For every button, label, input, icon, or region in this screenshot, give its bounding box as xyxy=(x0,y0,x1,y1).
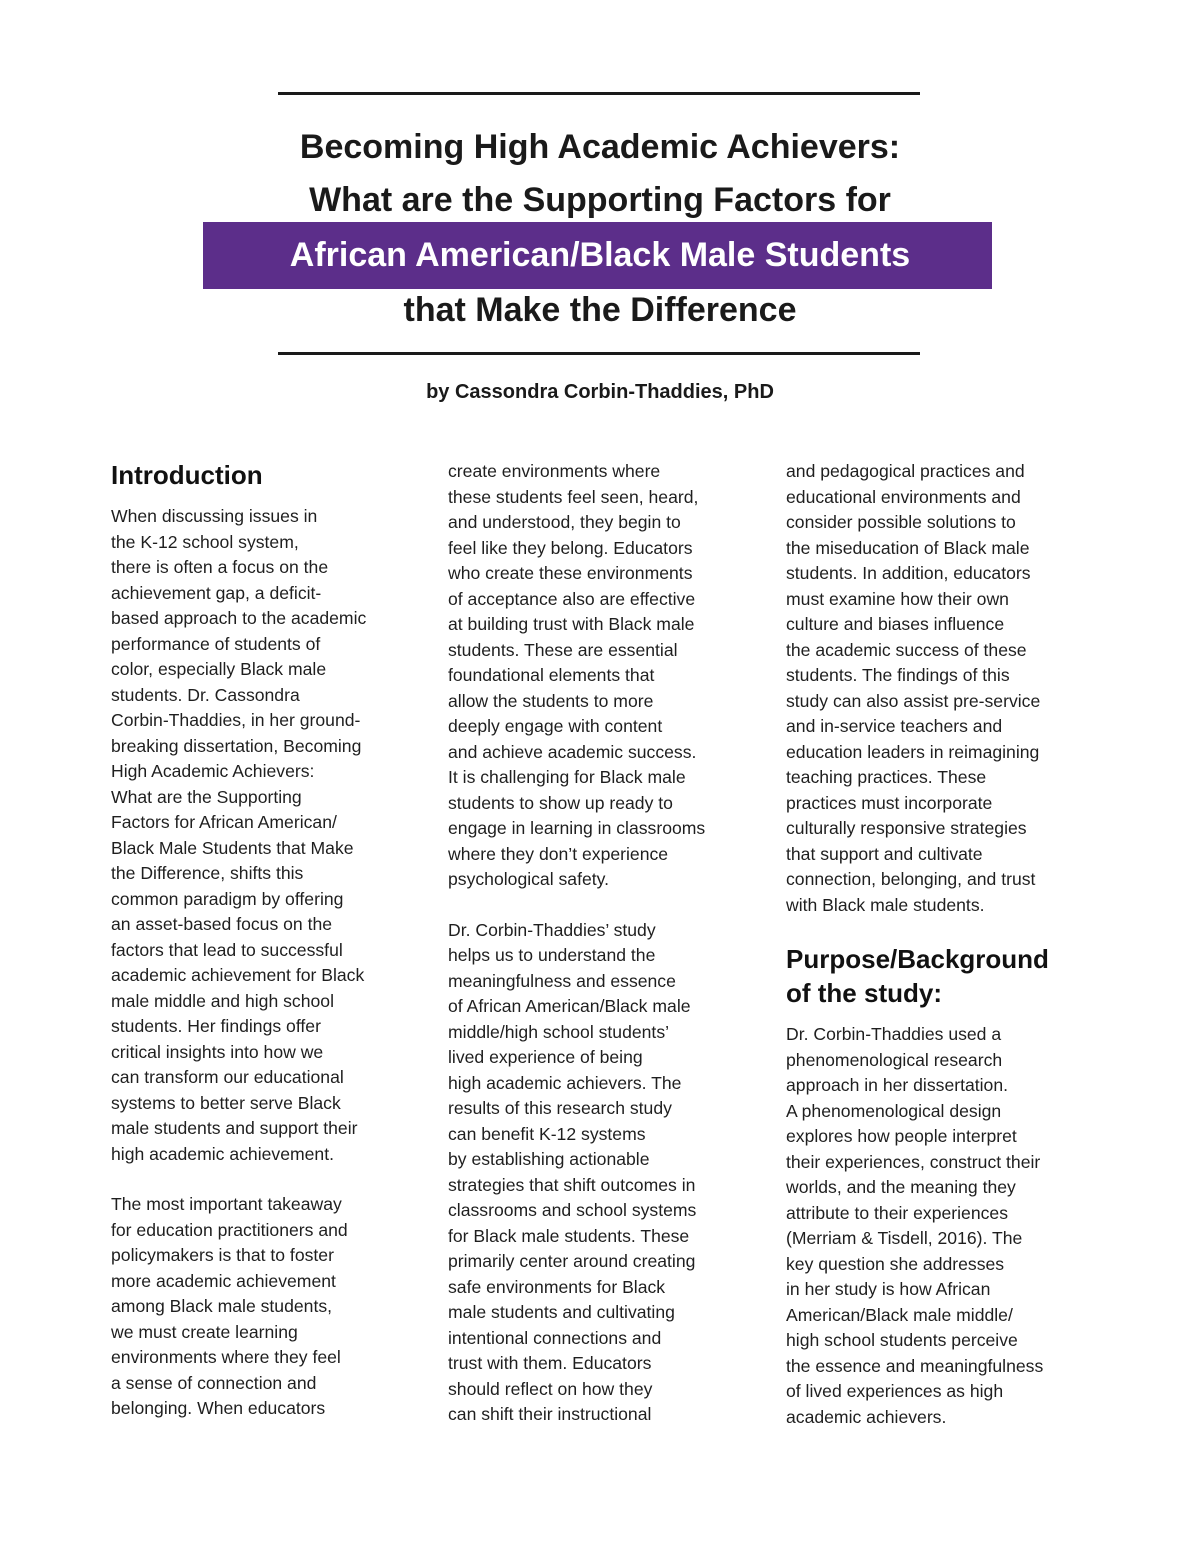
byline: by Cassondra Corbin-Thaddies, PhD xyxy=(426,381,774,403)
text-line: in her study is how African xyxy=(786,1279,991,1299)
title-line-3-highlight: African American/Black Male Students xyxy=(289,236,911,274)
text-line: by establishing actionable xyxy=(448,1149,650,1169)
text-line: meaningfulness and essence xyxy=(448,970,676,991)
text-line: the essence and meaningfulness xyxy=(786,1355,1044,1376)
text-line: male middle and high school xyxy=(111,990,334,1011)
paragraph xyxy=(448,459,768,893)
text-line: What are the Supporting xyxy=(111,786,302,807)
text-line: worlds, and the meaning they xyxy=(786,1177,1016,1197)
text-line: for Black male students. These xyxy=(448,1225,690,1246)
text-line: must examine how their own xyxy=(786,588,1009,609)
text-line: allow the students to more xyxy=(448,690,654,711)
text-line: create environments where xyxy=(448,461,661,481)
text-line: academic achievers. xyxy=(786,1406,947,1427)
text-line: Corbin-Thaddies, in her ground- xyxy=(111,710,361,730)
text-line: connection, belonging, and trust xyxy=(786,869,1036,889)
text-line: and understood, they begin to xyxy=(448,512,681,532)
text-line: (Merriam & Tisdell, 2016). The xyxy=(786,1228,1023,1248)
section-heading-purpose xyxy=(786,942,1106,1010)
paragraph xyxy=(786,1022,1106,1430)
text-line: who create these environments xyxy=(448,563,693,583)
text-line: the miseducation of Black male xyxy=(786,537,1030,558)
paragraph xyxy=(448,918,768,1428)
text-line: deeply engage with content xyxy=(448,716,663,736)
text-line: high academic achievement. xyxy=(111,1143,334,1164)
text-line: academic achievement for Black xyxy=(111,965,365,985)
text-line: of acceptance also are effective xyxy=(448,588,696,609)
text-line: their experiences, construct their xyxy=(786,1151,1041,1172)
text-line: education leaders in reimagining xyxy=(786,741,1040,762)
text-line: among Black male students, xyxy=(111,1296,333,1316)
text-line: foundational elements that xyxy=(448,665,655,685)
text-line: study can also assist pre-service xyxy=(786,690,1041,711)
title-line-2: What are the Supporting Factors for xyxy=(309,181,891,219)
text-line: The most important takeaway xyxy=(111,1194,342,1214)
text-line: belonging. When educators xyxy=(111,1398,326,1418)
text-line: more academic achievement xyxy=(111,1270,336,1291)
text-line: Factors for African American/ xyxy=(111,812,337,832)
text-line: an asset-based focus on the xyxy=(111,914,333,934)
text-line: classrooms and school systems xyxy=(448,1200,697,1220)
title-line-1: Becoming High Academic Achievers: xyxy=(299,128,901,166)
text-line: educational environments and xyxy=(786,486,1021,507)
text-line: approach in her dissertation. xyxy=(786,1075,1009,1095)
text-line: key question she addresses xyxy=(786,1253,1005,1274)
text-line: can shift their instructional xyxy=(448,1404,652,1424)
text-line: male students and cultivating xyxy=(448,1302,675,1322)
text-line: can transform our educational xyxy=(111,1067,344,1087)
text-line: primarily center around creating xyxy=(448,1251,696,1271)
text-line: A phenomenological design xyxy=(786,1100,1002,1121)
text-line: American/Black male middle/ xyxy=(786,1304,1013,1325)
text-line: Dr. Corbin-Thaddies’ study xyxy=(448,919,656,940)
text-line: teaching practices. These xyxy=(786,767,987,787)
text-line: explores how people interpret xyxy=(786,1126,1017,1146)
text-line: students. In addition, educators xyxy=(786,563,1031,583)
text-line: the Difference, shifts this xyxy=(111,863,304,883)
text-line: practices must incorporate xyxy=(786,792,993,813)
text-line: feel like they belong. Educators xyxy=(448,537,693,558)
text-line: High Academic Achievers: xyxy=(111,761,315,781)
text-line: factors that lead to successful xyxy=(111,939,343,960)
text-line: achievement gap, a deficit- xyxy=(111,582,322,603)
text-line: engage in learning in classrooms xyxy=(448,818,706,838)
text-line: and pedagogical practices and xyxy=(786,461,1025,481)
text-line: we must create learning xyxy=(111,1321,298,1342)
text-line: students to show up ready to xyxy=(448,792,673,813)
text-line: students. The findings of this xyxy=(786,665,1010,685)
heading-line: Purpose/Background xyxy=(786,944,1049,974)
text-line: performance of students of xyxy=(111,633,321,654)
column-1 xyxy=(111,458,431,1422)
text-line: can benefit K-12 systems xyxy=(448,1123,646,1144)
text-line: attribute to their experiences xyxy=(786,1202,1009,1223)
paragraph xyxy=(111,504,431,1167)
text-line: phenomenological research xyxy=(786,1049,1003,1070)
text-line: students. These are essential xyxy=(448,639,678,660)
text-line: these students feel seen, heard, xyxy=(448,486,699,507)
text-line: culture and biases influence xyxy=(786,614,1005,634)
text-line: with Black male students. xyxy=(786,894,985,915)
text-line: a sense of connection and xyxy=(111,1372,317,1393)
text-line: lived experience of being xyxy=(448,1047,643,1067)
text-line: of African American/Black male xyxy=(448,996,691,1016)
text-line: psychological safety. xyxy=(448,869,610,889)
text-line: results of this research study xyxy=(448,1098,672,1118)
text-line: male students and support their xyxy=(111,1118,358,1138)
text-line: Dr. Corbin-Thaddies used a xyxy=(786,1024,1002,1044)
bottom-rule xyxy=(278,352,920,355)
text-line: environments where they feel xyxy=(111,1347,341,1367)
text-line: and in-service teachers and xyxy=(786,716,1003,736)
text-line: there is often a focus on the xyxy=(111,557,329,577)
text-line: the academic success of these xyxy=(786,639,1027,660)
text-line: breaking dissertation, Becoming xyxy=(111,735,362,756)
text-line: It is challenging for Black male xyxy=(448,767,686,787)
text-line: policymakers is that to foster xyxy=(111,1245,334,1265)
text-line: common paradigm by offering xyxy=(111,888,344,909)
text-line: culturally responsive strategies xyxy=(786,818,1027,838)
text-line: at building trust with Black male xyxy=(448,614,695,634)
text-line: trust with them. Educators xyxy=(448,1353,652,1373)
text-line: and achieve academic success. xyxy=(448,741,697,762)
heading-line: of the study: xyxy=(786,978,942,1008)
paragraph xyxy=(786,459,1106,918)
text-line: students. Dr. Cassondra xyxy=(111,684,300,705)
title-line-4: that Make the Difference xyxy=(403,291,797,329)
text-line: of lived experiences as high xyxy=(786,1381,1004,1401)
text-line: Black Male Students that Make xyxy=(111,837,354,858)
section-heading-introduction: Introduction xyxy=(111,460,263,490)
text-line: based approach to the academic xyxy=(111,608,367,628)
text-line: middle/high school students’ xyxy=(448,1021,670,1042)
text-line: When discussing issues in xyxy=(111,506,318,526)
paragraph xyxy=(111,1192,431,1422)
text-line: consider possible solutions to xyxy=(786,512,1016,532)
text-line: color, especially Black male xyxy=(111,659,327,679)
text-line: that support and cultivate xyxy=(786,843,983,864)
text-line: helps us to understand the xyxy=(448,945,656,965)
text-line: where they don’t experience xyxy=(448,843,669,864)
text-line: students. Her findings offer xyxy=(111,1016,321,1036)
text-line: for education practitioners and xyxy=(111,1219,348,1240)
text-line: safe environments for Black xyxy=(448,1276,666,1297)
text-line: should reflect on how they xyxy=(448,1378,653,1399)
text-line: high academic achievers. The xyxy=(448,1072,682,1093)
top-rule xyxy=(278,92,920,95)
column-2 xyxy=(448,459,768,1428)
text-line: critical insights into how we xyxy=(111,1041,324,1062)
text-line: intentional connections and xyxy=(448,1327,662,1348)
column-3 xyxy=(786,459,1106,1430)
text-line: high school students perceive xyxy=(786,1330,1018,1350)
text-line: systems to better serve Black xyxy=(111,1092,341,1113)
text-line: the K-12 school system, xyxy=(111,531,299,552)
text-line: strategies that shift outcomes in xyxy=(448,1174,696,1195)
